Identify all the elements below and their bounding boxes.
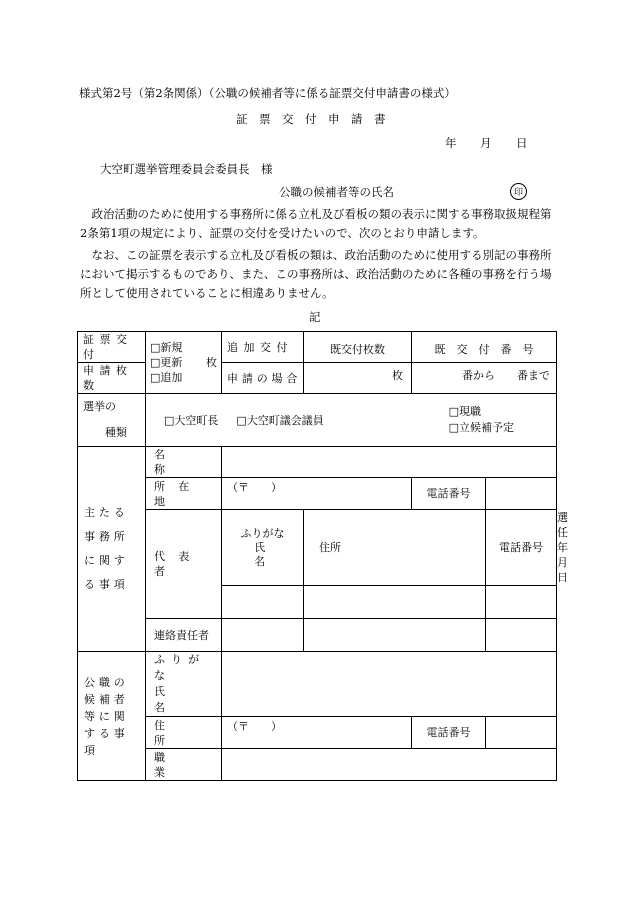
paragraph-2: なお、この証票を表示する立札及び看板の類は、政治活動のために使用する別記の事務所において掲示するものであり、また、この事務所は、政治活動のために各種の事務を行う場所として使用されていることに相違ありません。 [80,248,552,300]
election-type-options [146,394,557,447]
candidate-section-label: 公職の候補者等に関する事項 [78,652,146,781]
option-planned[interactable]: □立候補予定 [448,421,514,434]
date-month: 月 [480,136,492,150]
candidate-address-label: 住所 [146,717,222,749]
sheet-unit: 枚 [206,356,217,369]
option-mayor[interactable]: □大空町長 [164,413,219,427]
rep-address-value[interactable] [304,586,486,619]
issue-count-label-2: 申請枚数 [78,363,146,394]
candidate-phone-value[interactable] [486,717,557,749]
office-phone-value[interactable] [486,478,557,510]
election-type-label: 選挙の 種類 [78,394,146,447]
issued-number-label: 既 交 付 番 号 [412,337,556,363]
rep-name-value[interactable] [222,586,304,619]
issue-count-label: 証票交付 [78,332,146,363]
option-renew[interactable]: □更新 [150,356,183,369]
page-title: 証 票 交 付 申 請 書 [236,112,386,126]
office-address-value[interactable] [222,478,412,510]
form-number: 様式第2号（第2条関係）（公職の候補者等に係る証票交付申請書の様式） [79,86,456,100]
option-add[interactable]: □追加 [150,371,183,384]
rep-name-label: ふりがな 氏名 [222,510,304,586]
additional-issue-label-2: 申請の場合 [222,363,304,394]
rep-phone-label: 電話番号 [486,510,557,586]
additional-issue-label: 追加交付 [222,332,304,363]
number-from: 番から [462,369,495,382]
applicant-label: 公職の候補者等の氏名 [279,185,394,199]
addressee: 大空町選挙管理委員会委員長 様 [100,162,273,176]
office-address-label: 所在地 [146,478,222,510]
date-year: 年 [445,136,457,150]
office-name-value[interactable] [222,447,557,478]
number-to: 番まで [517,369,550,382]
office-phone-label: 電話番号 [412,478,486,510]
option-new[interactable]: □新規 [150,341,183,354]
candidate-occupation-label: 職業 [146,749,222,781]
issued-number-cell [412,332,557,394]
issued-count-unit: 枚 [392,369,403,382]
candidate-address-value[interactable] [222,717,412,749]
contact-address-value[interactable] [304,619,486,652]
ki-label: 記 [309,310,321,324]
contact-name-value[interactable] [222,619,304,652]
office-name-label: 名称 [146,447,222,478]
office-postal: （〒 ） [227,481,282,494]
option-council[interactable]: □大空町議会議員 [236,413,324,427]
contact-person-label: 連絡責任者 [146,619,222,652]
issued-count-label: 既交付枚数 [304,337,411,363]
issued-count-cell [304,332,412,394]
date-day: 日 [516,136,528,150]
contact-phone-value[interactable] [486,619,557,652]
candidate-name-value[interactable] [222,652,557,717]
candidate-name-label: ふりがな 氏名 [146,652,222,717]
rep-phone-value[interactable] [486,586,557,619]
office-section-label: 主たる事務所に関する事項 [78,447,146,652]
application-table: 証票交付 □新規 □更新 枚 □追加 追加交付 既交付枚数 枚 既 交 付 番 号 番から 番まで 申請枚数 申請の場合 選挙の 種類 □大空町長 □大空町議会議員 □現職 □立候補予定 主たる事務所に関する事項 名称 所在地 （〒 ） 電話番号 代表者 ふりがな 氏名 住所 電話番号 選任年月日 連絡責任者 公職の候補者等に関する事項 ふりがな 氏名 住所 （〒 ） 電話番号 職業 [77,331,557,781]
candidate-phone-label: 電話番号 [412,717,486,749]
option-current[interactable]: □現職 [448,405,481,418]
representative-label: 代表者 [146,510,222,619]
rep-address-label: 住所 [304,510,486,586]
seal-mark: 印 [510,183,527,200]
request-type-options [146,332,222,394]
candidate-occupation-value[interactable] [222,749,557,781]
candidate-postal: （〒 ） [227,720,282,733]
paragraph-1: 政治活動のために使用する事務所に係る立札及び看板の類の表示に関する事務取扱規程第2条第1項の規定により、証票の交付を受けたいので、次のとおり申請します。 [80,207,552,240]
